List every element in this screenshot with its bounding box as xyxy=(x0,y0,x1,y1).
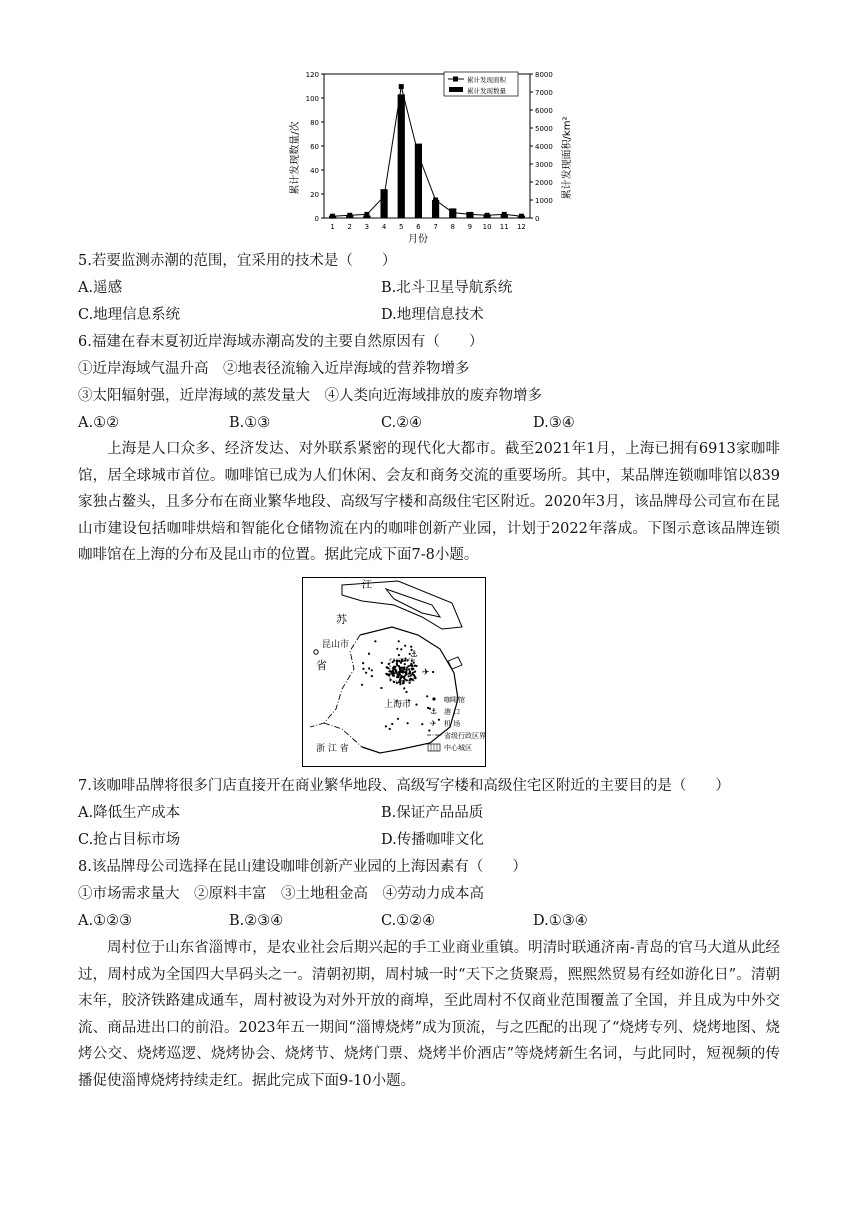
coffee-shop-dot xyxy=(393,672,395,674)
coffee-shop-dot xyxy=(410,646,412,648)
x-tick-label: 2 xyxy=(347,223,352,231)
coffee-shop-dot xyxy=(389,728,391,730)
q8-option-a: A.①②③ xyxy=(78,913,133,929)
shanghai-coffee-map xyxy=(302,577,486,767)
q8-option-d: D.①③④ xyxy=(533,913,588,929)
coffee-shop-dot xyxy=(411,673,413,675)
x-tick-label: 8 xyxy=(450,223,455,231)
coffee-shop-dot xyxy=(406,672,408,674)
map-label-kunshan: 昆山市 xyxy=(322,640,350,650)
coffee-shop-dot xyxy=(371,675,373,677)
x-tick-label: 9 xyxy=(467,223,473,231)
y-left-tick-label: 80 xyxy=(310,119,319,127)
bar-count xyxy=(432,200,439,218)
coffee-shop-dot xyxy=(396,682,398,684)
x-tick-label: 3 xyxy=(364,223,370,231)
coffee-shop-dot xyxy=(388,670,390,672)
coffee-shop-dot xyxy=(362,662,364,664)
q6-item-1: ①近岸海域气温升高 ②地表径流输入近岸海域的营养物增多 xyxy=(78,361,470,377)
y-left-tick-label: 40 xyxy=(310,167,319,175)
q6-option-b: B.①③ xyxy=(229,415,271,431)
q8-stem: 8.该品牌母公司选择在昆山建设咖啡创新产业园的上海因素有（ ） xyxy=(78,859,527,875)
coffee-shop-dot xyxy=(397,718,399,720)
coffee-shop-dot xyxy=(413,661,415,663)
coffee-shop-dot xyxy=(409,671,411,673)
q6-stem: 6.福建在春末夏初近岸海域赤潮高发的主要自然原因有（ ） xyxy=(78,334,484,350)
passage-zhoucun: 周村位于山东省淄博市，是农业社会后期兴起的手工业商业重镇。明清时联通济南-青岛的官马大道从此经过，周村成为全国四大旱码头之一。清朝初期，周村城一时“天下之货聚焉，熙熙然贸易有经如游化日”。清朝末年，胶济铁路建成通车，周村被设为对外开放的商埠，至此周村不仅商业范围覆盖了全国，并且成为中外交流、商品进出口的前沿。2023年五一期间“淄博烧烤”成为顶流，与之匹配的出现了“烧烤专列、烧烤地图、烧烤公交、烧烤巡逻、烧烤协会、烧烤节、烧烤门票、烧烤半价酒店”等烧烤新生名词，与此同时，短视频的传播促使淄博烧烤持续走红。据此完成下面9-10小题。 xyxy=(78,940,780,1089)
map-label-sheng: 省 xyxy=(316,659,327,672)
y-right-tick-label: 6000 xyxy=(535,107,553,115)
coffee-shop-dot xyxy=(407,665,409,667)
coffee-shop-dot xyxy=(371,669,373,671)
y-left-tick-label: 20 xyxy=(310,191,319,199)
map-label-zhejiang: 浙 江 省 xyxy=(316,744,349,754)
map-label-jiang: 江 xyxy=(362,580,372,591)
coffee-shop-dot xyxy=(412,668,414,670)
point-area xyxy=(467,212,472,217)
coffee-shop-dot xyxy=(432,671,434,673)
coffee-shop-dot xyxy=(407,722,409,724)
coffee-shop-dot xyxy=(374,640,376,642)
coffee-shop-dot xyxy=(388,663,390,665)
map-legend-port: 港 口 xyxy=(444,708,461,716)
x-tick-label: 5 xyxy=(399,223,404,231)
coffee-shop-dot xyxy=(393,675,395,677)
x-tick-label: 6 xyxy=(416,223,421,231)
coffee-shop-dot xyxy=(438,719,440,721)
q7-stem: 7.该咖啡品牌将很多门店直接开在商业繁华地段、高级写字楼和高级住宅区附近的主要目的是（ ） xyxy=(78,778,730,794)
y-right-tick-label: 7000 xyxy=(535,89,553,97)
coffee-shop-dot xyxy=(401,658,403,660)
y-axis-right-label: 累计发现面积/km² xyxy=(562,116,573,200)
q6-option-d: D.③④ xyxy=(533,415,575,431)
coffee-shop-dot xyxy=(396,664,398,666)
coffee-shop-dot xyxy=(404,660,406,662)
chart-legend xyxy=(444,72,518,96)
x-tick-label: 4 xyxy=(381,223,387,231)
point-area xyxy=(450,210,455,215)
y-right-tick-label: 0 xyxy=(535,215,540,223)
coffee-shop-dot xyxy=(400,662,402,664)
passage-shanghai-coffee: 上海是人口众多、经济发达、对外联系紧密的现代化大都市。截至2021年1月，上海已拥有6913家咖啡馆，居全球城市首位。咖啡馆已成为人们休闲、会友和商务交流的重要场所。其中，某品牌连锁咖啡馆以839家独占鳌头，且多分布在商业繁华地段、高级写字楼和高级住宅区附近。2020年3月，该品牌母公司宣布在昆山市建设包括咖啡烘焙和智能化仓储物流在内的咖啡创新产业园，计划于2022年落成。下图示意该品牌连锁咖啡馆在上海的分布及昆山市的位置。据此完成下面7-8小题。 xyxy=(78,441,780,563)
coffee-shop-dot xyxy=(399,683,401,685)
y-right-tick-label: 3000 xyxy=(535,161,553,169)
y-right-tick-label: 5000 xyxy=(535,125,553,133)
coffee-shop-dot xyxy=(390,679,392,681)
line-area xyxy=(333,87,522,217)
map-legend-airport: 机 场 xyxy=(444,720,461,728)
coffee-shop-dot xyxy=(385,725,387,727)
coffee-shop-dot xyxy=(380,687,382,689)
y-left-tick-label: 0 xyxy=(314,215,319,223)
coffee-shop-dot xyxy=(361,684,363,686)
y-left-tick-label: 60 xyxy=(310,143,319,151)
map-legend-cafe: 咖啡馆 xyxy=(444,696,465,704)
coffee-shop-dot xyxy=(403,666,405,668)
x-tick-label: 10 xyxy=(482,223,492,231)
point-area xyxy=(485,213,490,218)
coffee-shop-dot xyxy=(415,704,417,706)
coffee-shop-dot xyxy=(396,648,398,650)
coffee-shop-dot xyxy=(399,673,401,675)
q8-option-b: B.②③④ xyxy=(229,913,284,929)
coffee-shop-dot xyxy=(408,675,410,677)
coffee-shop-dot xyxy=(392,670,394,672)
map-legend-center: 中心城区 xyxy=(444,744,472,752)
x-tick-label: 1 xyxy=(330,223,335,231)
coffee-shop-dot xyxy=(414,665,416,667)
point-area xyxy=(519,214,524,219)
coffee-shop-dot xyxy=(400,648,402,650)
coffee-shop-dot xyxy=(404,675,406,677)
coffee-shop-dot xyxy=(421,723,423,725)
coffee-shop-dot xyxy=(414,671,416,673)
coffee-shop-dot xyxy=(395,669,397,671)
y-right-tick-label: 8000 xyxy=(535,71,553,79)
airport-icon: ✈ xyxy=(422,668,430,678)
coffee-shop-dot xyxy=(386,666,388,668)
coffee-shop-dot xyxy=(368,667,370,669)
y-right-tick-label: 2000 xyxy=(535,179,553,187)
red-tide-chart xyxy=(278,62,578,246)
x-tick-label: 12 xyxy=(516,223,526,231)
legend-label-area: 累计发现面积 xyxy=(467,76,506,84)
coffee-shop-dot xyxy=(398,640,400,642)
q6-option-c: C.②④ xyxy=(381,415,423,431)
q5-option-a: A.遥感 xyxy=(78,280,123,296)
coffee-shop-dot xyxy=(405,691,407,693)
x-tick-label: 7 xyxy=(433,223,438,231)
coffee-shop-dot xyxy=(389,673,391,675)
q6-option-a: A.①② xyxy=(78,415,120,431)
q6-item-2: ③太阳辐射强，近岸海域的蒸发量大 ④人类向近海域排放的废弃物增多 xyxy=(78,388,542,404)
coffee-shop-dot xyxy=(404,663,406,665)
coffee-shop-dot xyxy=(409,682,411,684)
coffee-shop-dot xyxy=(391,672,393,674)
point-area xyxy=(382,194,387,199)
coffee-shop-dot xyxy=(399,679,401,681)
y-left-tick-label: 120 xyxy=(305,71,319,79)
q5-option-c: C.地理信息系统 xyxy=(78,307,181,323)
port-icon: ⚓ xyxy=(410,650,419,660)
coffee-shop-dot xyxy=(407,659,409,661)
q8-option-c: C.①②④ xyxy=(381,913,436,929)
point-area xyxy=(416,153,421,158)
q5-option-b: B.北斗卫星导航系统 xyxy=(381,280,513,296)
q5-option-d: D.地理信息技术 xyxy=(381,307,484,323)
map-legend-boundary: 省级行政区界 xyxy=(444,732,486,740)
coffee-shop-dot xyxy=(394,666,396,668)
coffee-shop-dot xyxy=(381,662,383,664)
q7-option-c: C.抢占目标市场 xyxy=(78,832,181,848)
coffee-shop-dot xyxy=(397,675,399,677)
x-axis-label: 月份 xyxy=(408,234,428,245)
coffee-shop-dot xyxy=(403,687,405,689)
coffee-shop-dot xyxy=(392,661,394,663)
coffee-shop-dot xyxy=(400,671,402,673)
coffee-shop-dot xyxy=(391,723,393,725)
coffee-shop-dot xyxy=(400,676,402,678)
y-left-tick-label: 100 xyxy=(305,95,319,103)
q7-option-d: D.传播咖啡文化 xyxy=(381,832,484,848)
y-right-tick-label: 4000 xyxy=(535,143,553,151)
q8-items: ①市场需求量大 ②原料丰富 ③土地租金高 ④劳动力成本高 xyxy=(78,886,484,902)
map-label-su: 苏 xyxy=(336,613,347,626)
coffee-shop-dot xyxy=(402,669,404,671)
coffee-shop-dot xyxy=(428,729,430,731)
legend-label-count: 累计发现数量 xyxy=(467,87,506,95)
coffee-shop-dot xyxy=(404,658,406,660)
point-area xyxy=(399,84,404,89)
coffee-shop-dot xyxy=(408,668,410,670)
coffee-shop-dot xyxy=(404,645,406,647)
point-area xyxy=(502,212,507,217)
point-area xyxy=(364,212,369,217)
coffee-shop-dot xyxy=(406,679,408,681)
coffee-shop-dot xyxy=(393,681,395,683)
coffee-shop-dot xyxy=(412,679,414,681)
bar-count xyxy=(398,94,405,218)
coffee-shop-dot xyxy=(365,672,367,674)
coffee-shop-dot xyxy=(411,665,413,667)
coffee-shop-dot xyxy=(404,668,406,670)
coffee-shop-dot xyxy=(362,668,364,670)
map-label-shanghai: 上海市 xyxy=(384,700,412,710)
point-area xyxy=(347,213,352,218)
coffee-shop-dot xyxy=(409,678,411,680)
map-legend-airport-icon: ✈ xyxy=(430,719,437,728)
coffee-shop-dot xyxy=(400,668,402,670)
coffee-shop-dot xyxy=(402,680,404,682)
coffee-shop-dot xyxy=(385,673,387,675)
x-tick-label: 11 xyxy=(499,223,509,231)
coffee-shop-dot xyxy=(398,654,400,656)
coffee-shop-dot xyxy=(368,653,370,655)
coffee-shop-dot xyxy=(426,695,428,697)
q7-option-a: A.降低生产成本 xyxy=(78,805,181,821)
point-area xyxy=(330,214,335,219)
y-right-tick-label: 1000 xyxy=(535,197,553,205)
q7-option-b: B.保证产品品质 xyxy=(381,805,484,821)
point-area xyxy=(433,198,438,203)
q5-stem: 5.若要监测赤潮的范围，宜采用的技术是（ ） xyxy=(78,253,397,269)
y-axis-left-label: 累计发现数量/次 xyxy=(290,121,301,195)
map-legend-port-icon: ⚓ xyxy=(430,707,438,716)
coffee-shop-dot xyxy=(399,681,401,683)
